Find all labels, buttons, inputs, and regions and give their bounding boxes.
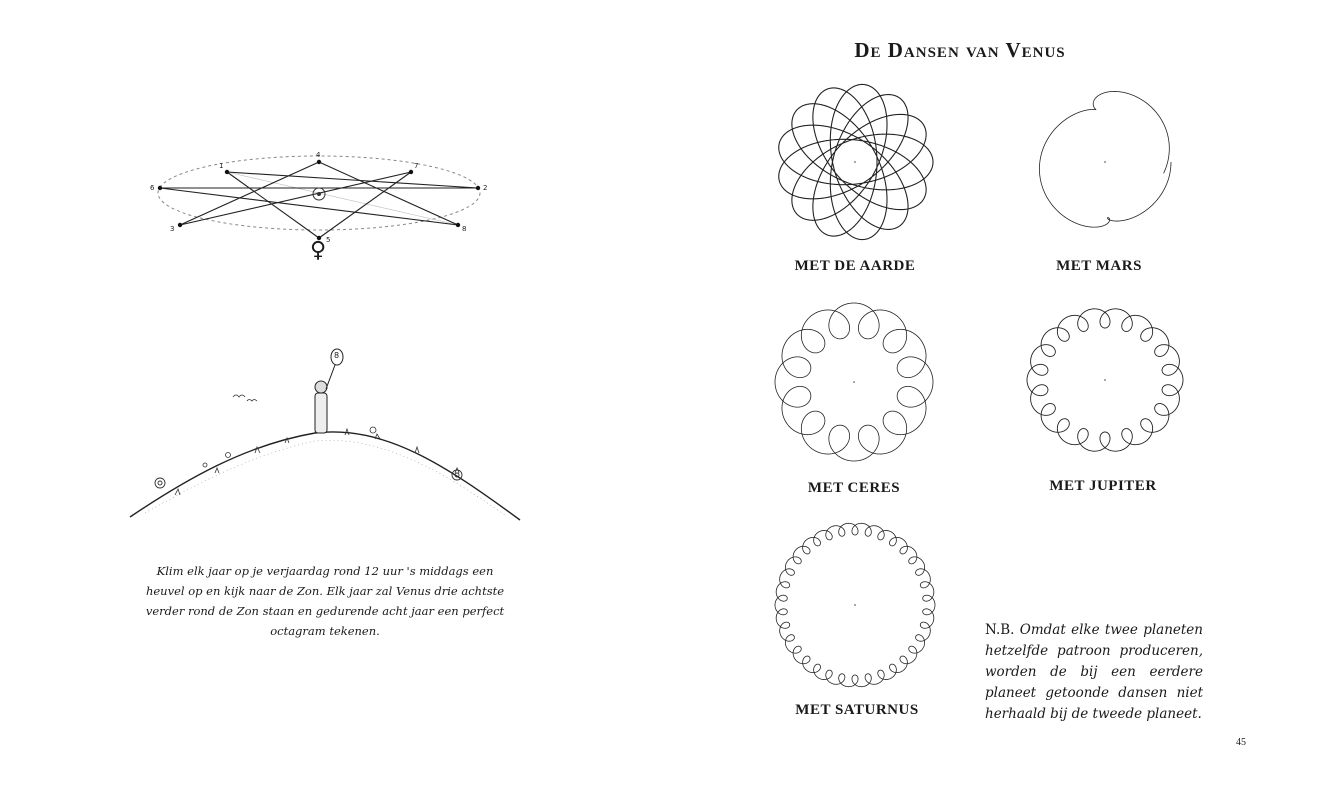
dance-label-ceres: MET CERES — [807, 480, 901, 496]
orbit-point-label: 5 — [326, 236, 331, 244]
orbit-point-label: 4 — [316, 151, 321, 159]
page-number: 45 — [1236, 737, 1246, 748]
orbit-point-label: 8 — [462, 225, 467, 233]
orbit-point — [178, 223, 182, 227]
footnote — [985, 620, 1203, 725]
dance-label-mars: MET MARS — [1056, 258, 1142, 274]
dance-jupiter-pattern — [1020, 298, 1190, 463]
orbit-point-label: 3 — [170, 225, 175, 233]
footnote-lead: N.B. — [985, 622, 1015, 638]
orbit-point — [317, 160, 321, 164]
orbit-point-label: 2 — [483, 184, 488, 192]
dance-label-earth: MET DE AARDE — [794, 258, 916, 274]
dance-label-jupiter: MET JUPITER — [1049, 478, 1157, 494]
dance-earth-pattern — [770, 77, 940, 247]
dance-mars-pattern — [1020, 77, 1190, 247]
orbit-point — [456, 223, 460, 227]
orbit-point — [158, 186, 162, 190]
dance-ceres-pattern — [767, 300, 942, 465]
orbit-point — [225, 170, 229, 174]
hill-illustration — [125, 345, 525, 525]
orbit-point-label: 7 — [414, 162, 419, 170]
orbit-point — [409, 170, 413, 174]
page-title: De Dansen van Venus — [854, 38, 1066, 62]
orbit-point-label: 1 — [219, 162, 224, 170]
grass-tufts — [175, 429, 459, 495]
orbit-point-label: 6 — [150, 184, 155, 192]
footnote-text: Omdat elke twee planeten hetzelfde patroon produceren, worden de bij een eerdere planeet getoonde dansen niet herhaald bij de tweede planeet. — [985, 622, 1203, 722]
balloon-label: 8 — [334, 351, 340, 360]
venus-symbol: ♀ — [310, 238, 327, 263]
dance-label-saturn: MET SATURNUS — [795, 702, 919, 718]
bird-icon — [233, 395, 257, 401]
orbit-point — [476, 186, 480, 190]
snail-icon — [155, 470, 462, 488]
figure-with-balloon — [315, 349, 343, 433]
dance-saturn-pattern — [770, 520, 940, 690]
left-caption: Klim elk jaar op je verjaardag rond 12 uur 's middags een heuvel op en kijk naar de Zon. Elk jaar zal Venus drie achtste verder rond de Zon staan en gedurende acht jaar een perfect octagram tekenen. — [145, 564, 505, 638]
